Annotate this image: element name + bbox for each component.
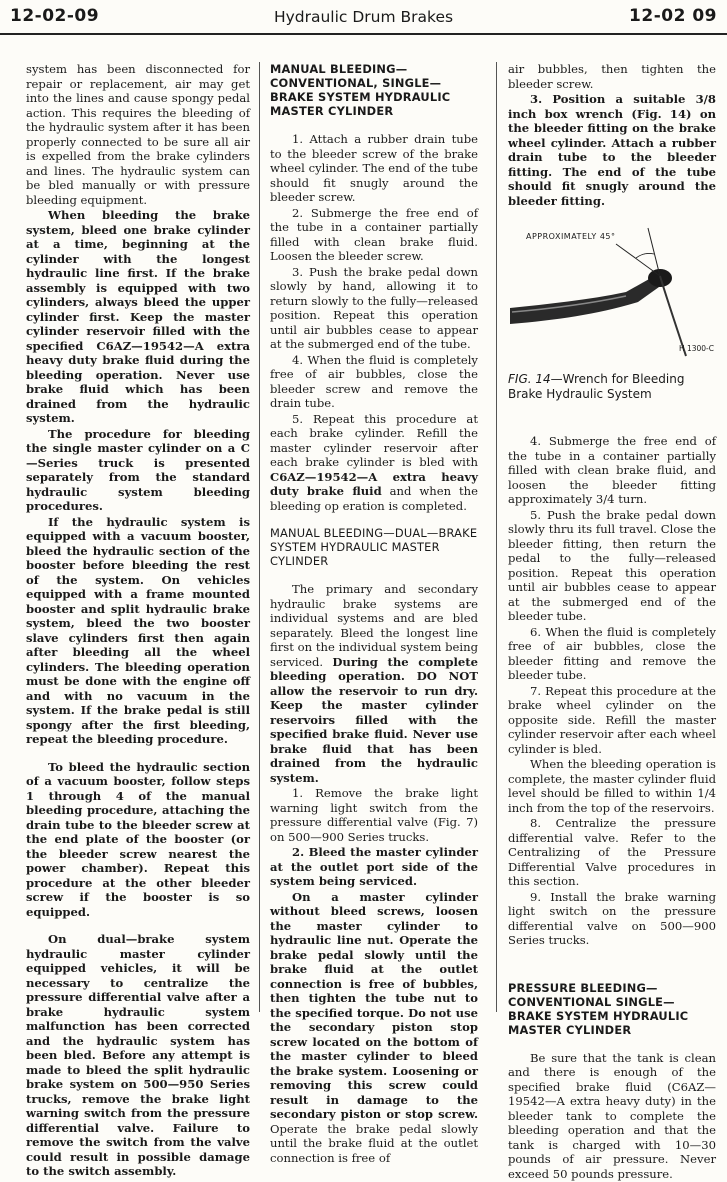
page-header	[0, 0, 727, 40]
step-9: 9. Install the brake warning light switch on the pressure differential valve on 500—900 Series trucks.	[508, 889, 716, 947]
page-number-left: 12-02-09	[10, 6, 100, 26]
paragraph: Be sure that the tank is clean and there is enough of the specified brake fluid (C6AZ—19542—A extra heavy duty) in the bleeder tank to complete the bleeding operation and that the tank is charged with 10—30 pounds of air pressure. Never exceed 50 pounds pressure.	[508, 1050, 716, 1181]
section-heading: MANUAL BLEEDING—DUAL—BRAKE SYSTEM HYDRAULIC MASTER CYLINDER	[270, 526, 478, 568]
step-4: 4. Submerge the free end of the tube in a container partially filled with clean brake fluid, and loosen the bleeder fitting approximately 3/4 turn.	[508, 434, 716, 506]
step-4: 4. When the fluid is completely free of air bubbles, close the bleeder screw and remove the drain tube.	[270, 352, 478, 410]
column-divider-2	[496, 62, 497, 1012]
header-rule	[0, 33, 727, 35]
step-1: 1. Remove the brake light warning light switch from the pressure differential valve (Fig. 7) on 500—900 Series trucks.	[270, 786, 478, 844]
paragraph: To bleed the hydraulic section of a vacuum booster, follow steps 1 through 4 of the manual bleeding procedure, attaching the drain tube to the bleeder screw at the end plate of the booster (or the bleeder screw nearest the power chamber). Repeat this procedure at the other bleeder screw if the booster is so equipped.	[26, 759, 250, 919]
section-heading: PRESSURE BLEEDING—CONVENTIONAL SINGLE—BRAKE SYSTEM HYDRAULIC MASTER CYLINDER	[508, 980, 689, 1037]
paragraph: The primary and secondary hydraulic brake systems are individual systems and are bled separately. Bleed the longest line first on the individual system being serviced. During the complete bleeding operation. DO NOT allow the reservoir to run dry. Keep the master cylinder reservoirs filled with the specified brake fluid. Never use brake fluid that has been drained from the hydraulic system.	[270, 582, 478, 785]
paragraph: On dual—brake system hydraulic master cylinder equipped vehicles, it will be necessary to centralize the pressure differential valve after a brake hydraulic system malfunction has been corrected and the hydraulic system has been bled. Before any attempt is made to bleed the split hydraulic brake system on 500—950 Series trucks, remove the brake light warning switch from the pressure differential valve. Failure to remove the switch from the valve could result in possible damage to the switch assembly.	[26, 932, 250, 1178]
paragraph: If the hydraulic system is equipped with a vacuum booster, bleed the hydraulic section of the booster before bleeding the rest of the system. On vehicles equipped with a frame mounted booster and split hydraulic brake system, bleed the two booster slave cylinders first then again after bleeding all the wheel cylinders. The bleeding operation must be done with the engine off and with no vacuum in the system. If the brake pedal is still spongy after the first bleeding, repeat the bleeding procedure.	[26, 514, 250, 746]
page-number-right: 12-02 09	[629, 6, 717, 26]
paragraph: On a master cylinder without bleed screws, loosen the master cylinder to hydraulic line nut. Operate the brake pedal slowly until the brake fluid at the outlet connection is free of bubbles, then tighten the tube nut to the specified torque. Do not use the secondary piston stop screw located on the bottom of the master cylinder to bleed the brake system. Loosening or removing this screw could result in damage to the secondary piston or stop screw. Operate the brake pedal slowly until the brake fluid at the outlet connection is free of	[270, 889, 478, 1165]
step-5: 5. Push the brake pedal down slowly thru its full travel. Close the bleeder fitting, then return the pedal to the fully—released position. Repeat this operation until air bubbles cease to appear at the submerged end of the bleeder tube.	[508, 507, 716, 623]
paragraph: When bleeding the brake system, bleed one brake cylinder at a time, beginning at the cylinder with the longest hydraulic line first. If the brake assembly is equipped with two cylinders, always bleed the upper cylinder first. Keep the master cylinder reservoir filled with the specified C6AZ—19542—A extra heavy duty brake fluid during the bleeding operation. Never use brake fluid which has been drained from the hydraulic system.	[26, 208, 250, 425]
figure-angle-label: APPROXIMATELY 45°	[526, 232, 616, 241]
column-divider-1	[259, 62, 260, 1012]
step-6: 6. When the fluid is completely free of air bubbles, close the bleeder fitting and remove the bleeder tube.	[508, 624, 716, 682]
step-2: 2. Submerge the free end of the tube in a container partially filled with clean brake fluid. Loosen the bleeder screw.	[270, 205, 478, 263]
step-8: 8. Centralize the pressure differential valve. Refer to the Centralizing of the Pressure Differential Valve procedures in this section.	[508, 816, 716, 888]
figure-caption: FIG. 14—Wrench for Bleeding Brake Hydraulic System	[508, 372, 685, 401]
column-3	[508, 62, 716, 1182]
section-title: Hydraulic Drum Brakes	[273, 8, 454, 26]
step-3: 3. Push the brake pedal down slowly by hand, allowing it to return slowly to the fully—released position. Repeat this operation until air bubbles cease to appear at the submerged end of the tube.	[270, 264, 478, 351]
step-5: 5. Repeat this procedure at each brake cylinder. Refill the master cylinder reservoir after each brake cylinder is bled with C6AZ—19542—A extra heavy duty brake fluid and when the bleeding op eration is completed.	[270, 411, 478, 513]
paragraph: When the bleeding operation is complete, the master cylinder fluid level should be filled to within 1/4 inch from the top of the reservoirs.	[508, 757, 716, 815]
figure-code: H 1300-C	[678, 343, 714, 353]
section-heading: MANUAL BLEEDING—CONVENTIONAL, SINGLE—BRAKE SYSTEM HYDRAULIC MASTER CYLINDER	[270, 62, 451, 118]
paragraph: air bubbles, then tighten the bleeder screw.	[508, 62, 716, 91]
paragraph: system has been disconnected for repair or replacement, air may get into the lines and cause spongy pedal action. This requires the bleeding of the hydraulic system after it has been properly connected to be sure all air is expelled from the brake cylinders and lines. The hydraulic system can be bled manually or with pressure bleeding equipment.	[26, 62, 250, 207]
step-1: 1. Attach a rubber drain tube to the bleeder screw of the brake wheel cylinder. The end of the tube should fit snugly around the bleeder screw.	[270, 132, 478, 204]
step-7: 7. Repeat this procedure at the brake wheel cylinder on the opposite side. Refill the master cylinder reservoir after each wheel cylinder is bled.	[508, 683, 716, 756]
step-3: 3. Position a suitable 3/8 inch box wrench (Fig. 14) on the bleeder fitting on the brake wheel cylinder. Attach a rubber drain tube to the bleeder fitting. The end of the tube should fit snugly around the bleeder fitting.	[508, 92, 716, 208]
step-2: 2. Bleed the master cylinder at the outlet port side of the system being serviced.	[270, 845, 478, 888]
column-1	[26, 62, 250, 1180]
column-2	[270, 62, 478, 1166]
figure-14	[508, 216, 716, 366]
paragraph: The procedure for bleeding the single master cylinder on a C—Series truck is presented separately from the standard hydraulic system bleeding procedures.	[26, 426, 250, 513]
